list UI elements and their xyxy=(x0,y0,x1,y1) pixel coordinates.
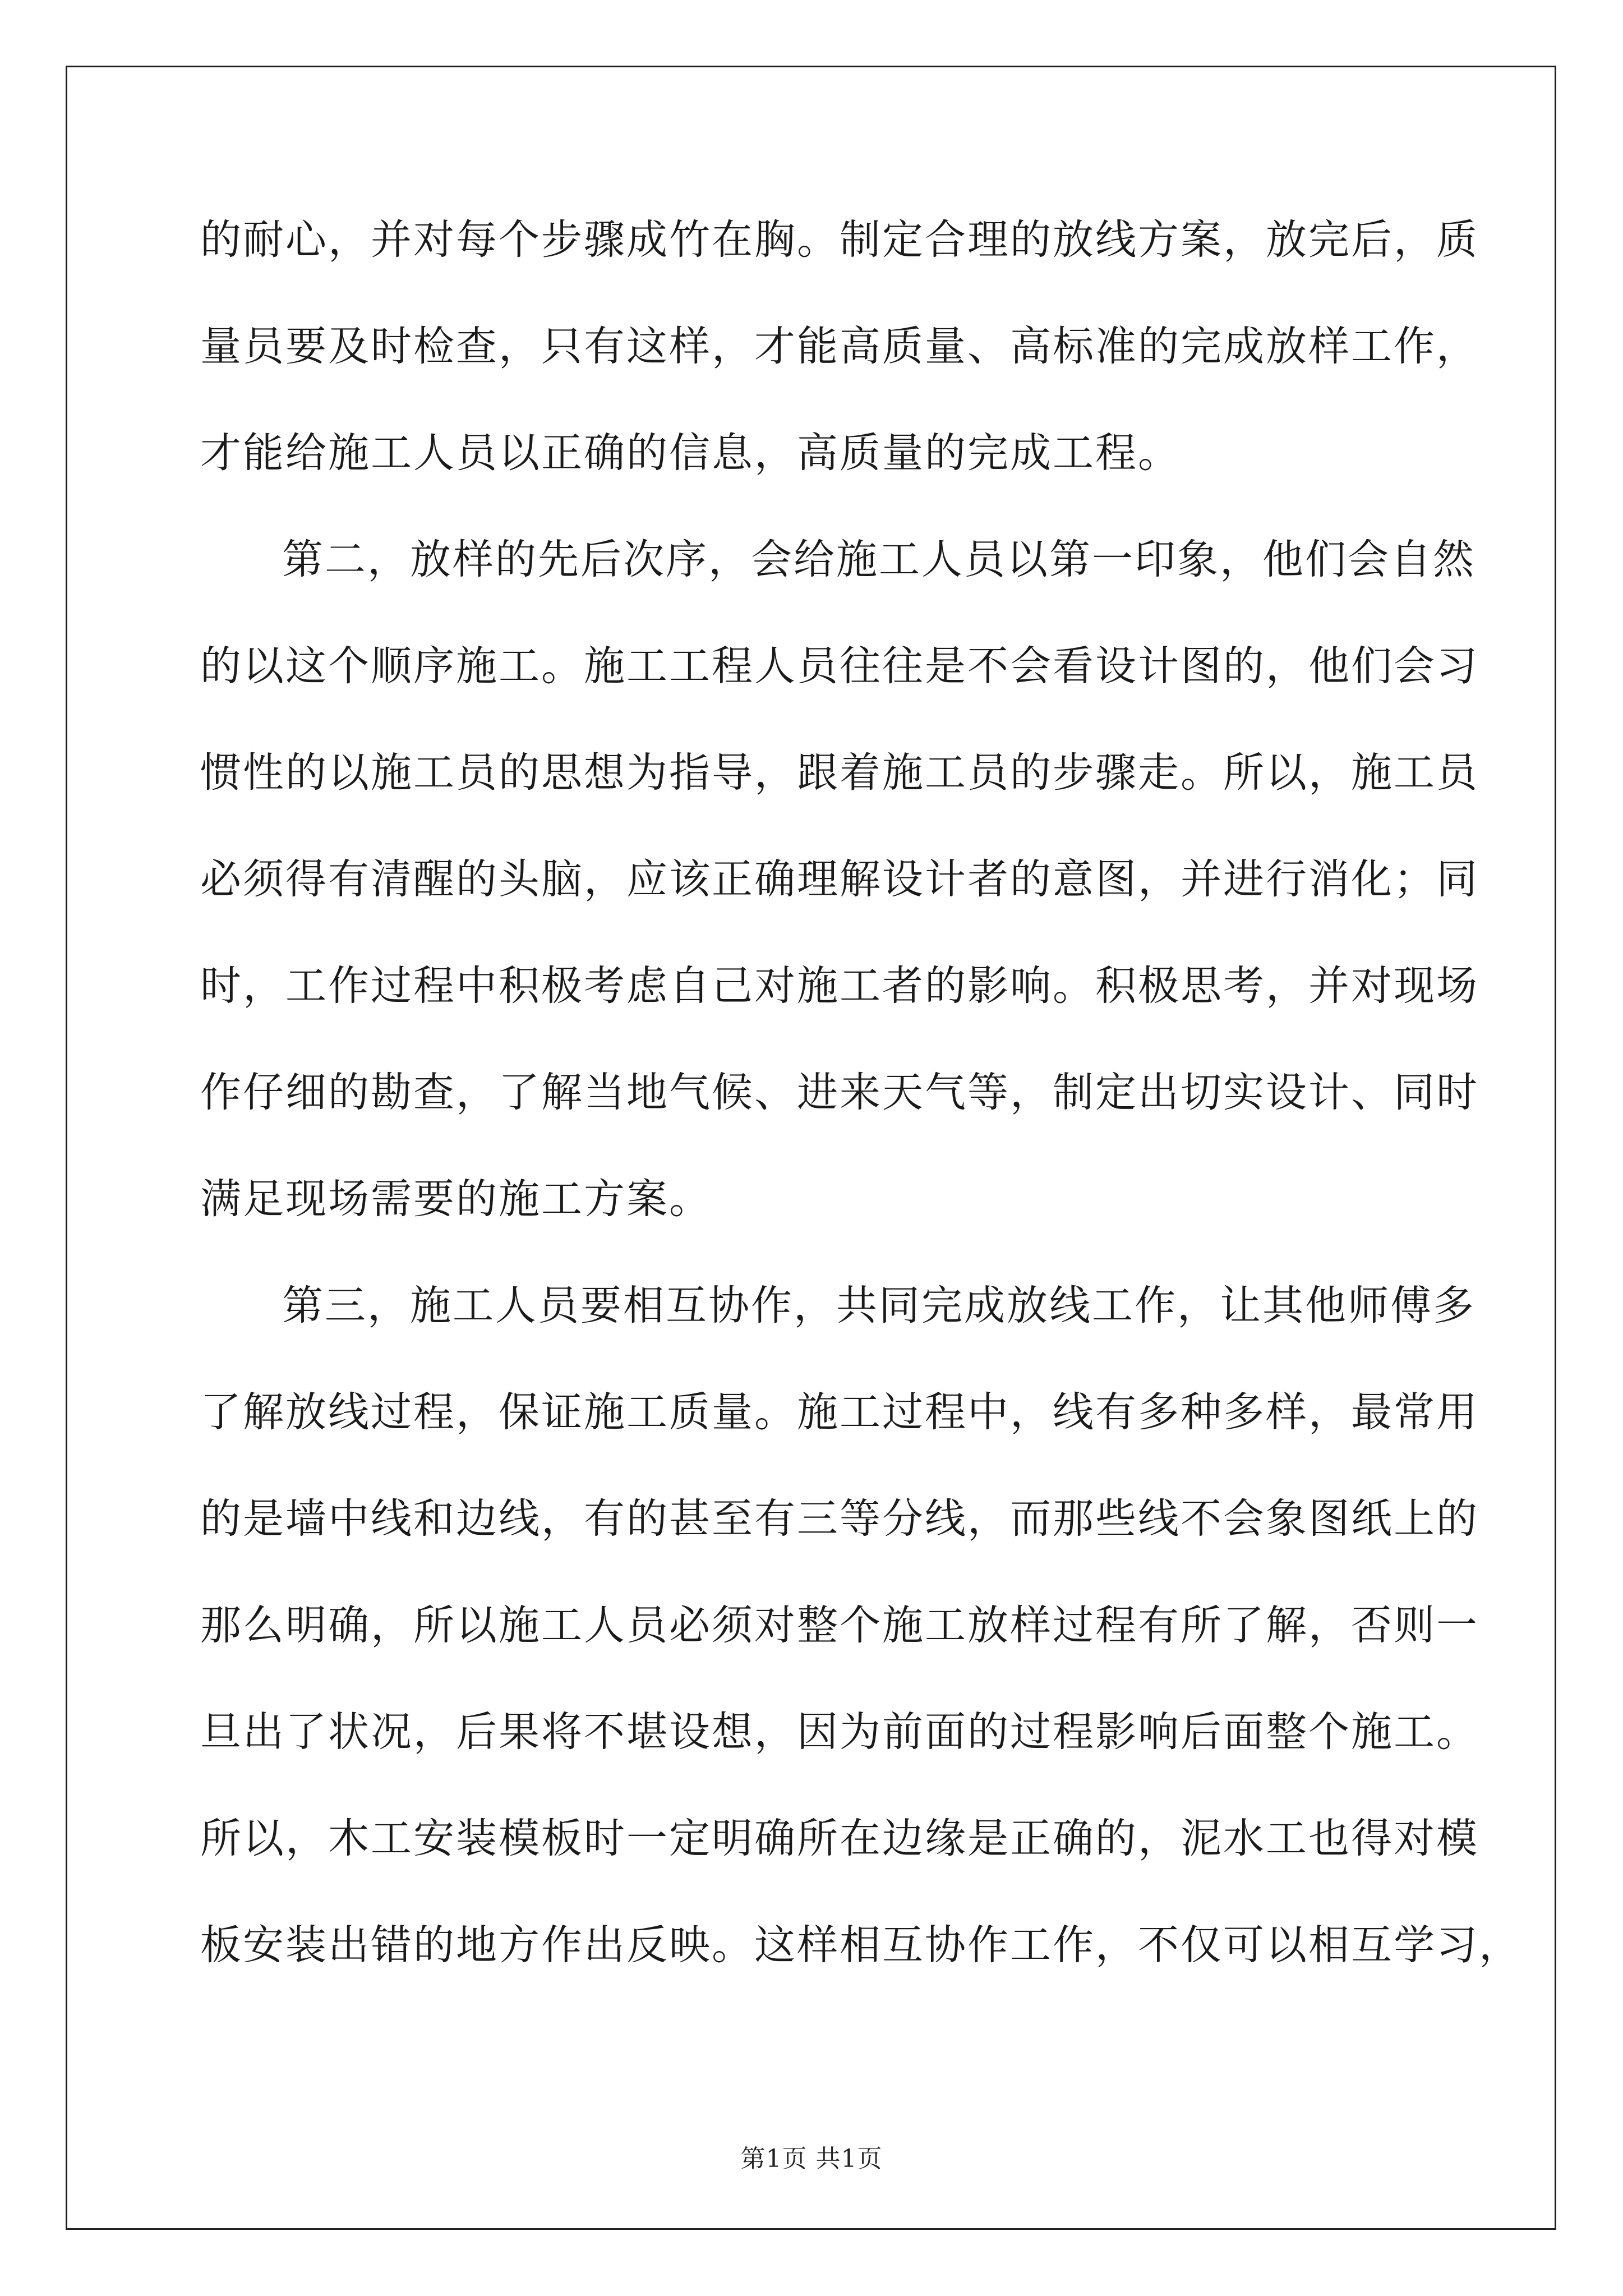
text-line-15: 旦出了状况，后果将不堪设想，因为前面的过程影响后面整个施工。 xyxy=(200,1708,1479,1756)
text-line-1: 的耐心，并对每个步骤成竹在胸。制定合理的放线方案，放完后，质 xyxy=(200,216,1479,264)
text-line-14: 那么明确，所以施工人员必须对整个施工放样过程有所了解，否则一 xyxy=(200,1602,1479,1649)
text-line-13: 的是墙中线和边线，有的甚至有三等分线，而那些线不会象图纸上的 xyxy=(200,1495,1479,1543)
text-line-9: 作仔细的勘查，了解当地气候、进来天气等，制定出切实设计、同时 xyxy=(200,1069,1479,1116)
page-footer: 第1页 共1页 xyxy=(740,2145,883,2173)
text-line-12: 了解放线过程，保证施工质量。施工过程中，线有多种多样，最常用 xyxy=(200,1388,1479,1436)
text-line-5: 的以这个顺序施工。施工工程人员往往是不会看设计图的，他们会习 xyxy=(200,642,1479,690)
text-line-3: 才能给施工人员以正确的信息，高质量的完成工程。 xyxy=(200,429,1181,477)
document-body xyxy=(200,213,1521,2025)
text-line-16: 所以，木工安装模板时一定明确所在边缘是正确的，泥水工也得对模 xyxy=(200,1815,1479,1862)
text-line-11: 第三，施工人员要相互协作，共同完成放线工作，让其他师傅多 xyxy=(282,1282,1476,1329)
text-line-7: 必须得有清醒的头脑，应该正确理解设计者的意图，并进行消化；同 xyxy=(200,855,1479,903)
text-line-4: 第二，放样的先后次序，会给施工人员以第一印象，他们会自然 xyxy=(282,536,1476,583)
text-line-2: 量员要及时检查，只有这样，才能高质量、高标准的完成放样工作， xyxy=(200,323,1479,370)
text-line-10: 满足现场需要的施工方案。 xyxy=(200,1175,712,1223)
text-line-6: 惯性的以施工员的思想为指导，跟着施工员的步骤走。所以，施工员 xyxy=(200,749,1479,797)
text-line-17: 板安装出错的地方作出反映。这样相互协作工作，不仅可以相互学习， xyxy=(200,1921,1521,1969)
text-line-8: 时，工作过程中积极考虑自己对施工者的影响。积极思考，并对现场 xyxy=(200,962,1479,1010)
